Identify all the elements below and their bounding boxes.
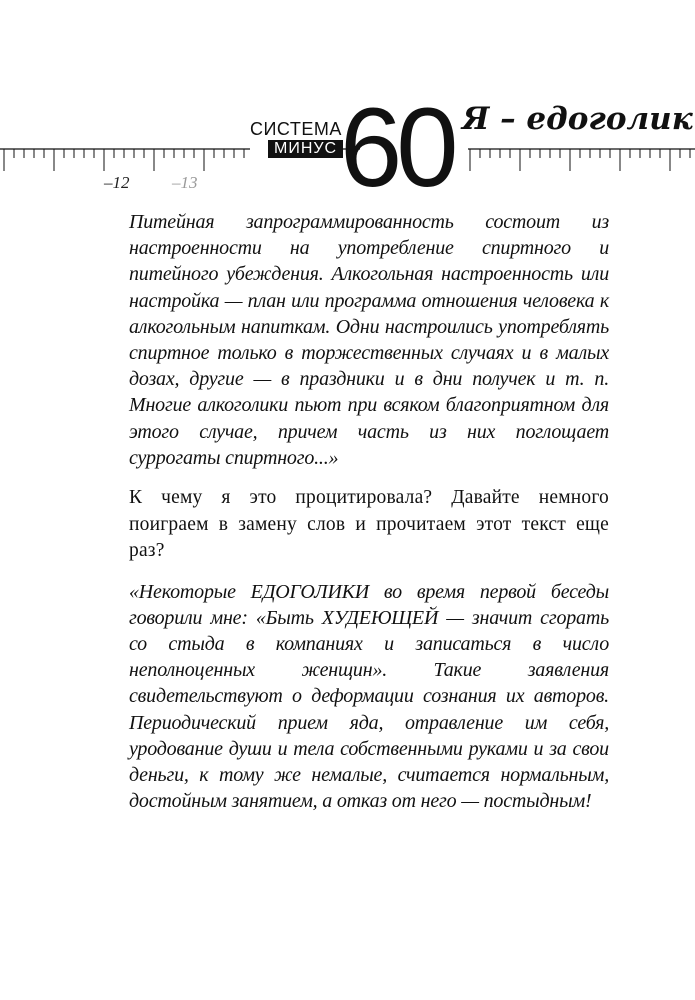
page-body (129, 209, 609, 814)
book-title: Я – едоголик (462, 101, 693, 137)
ruler-right-decoration (468, 138, 695, 178)
page-number-left: –12 (104, 173, 130, 192)
paragraph-author-comment: К чему я это процитировала? Давайте немного поиграем в замену слов и прочитаем этот текст еще раз? (129, 487, 609, 562)
ruler-left-decoration (0, 138, 250, 178)
brand-number-60: 60 (340, 85, 453, 210)
page-number-right: –13 (172, 173, 198, 192)
brand-minus-box: МИНУС (268, 140, 343, 158)
page-header (0, 0, 695, 210)
paragraph-quote-edogoliki: «Некоторые ЕДОГОЛИКИ во время первой беседы говорили мне: «Быть ХУДЕЮЩЕЙ — значит сгорать со стыда в компаниях и записаться в число неполноценных женщин». Такие заявления свидетельствуют о деформации сознания их авторов. Периодический прием яда, отравление им себя, уродование души и тела собственными руками и за свои деньги, к тому же немалые, считается нормальным, достойным занятием, а отказ от него — постыдным! (129, 580, 609, 813)
brand-sistema: СИСТЕМА (250, 119, 342, 139)
paragraph-quote-alcohol: Питейная запрограммированность состоит из настроенности на употребление спиртного и питейного убеждения. Алкогольная настроенность или настройка — план или программа отношения человека к алкогольным напиткам. Одни настроились употреблять спиртное только в торжественных случаях и в малых дозах, другие — в праздники и в дни получек и т. п. Многие алкоголики пьют при всяком благоприятном для этого случае, причем часть из них поглощает суррогаты спиртного...» (129, 211, 609, 469)
